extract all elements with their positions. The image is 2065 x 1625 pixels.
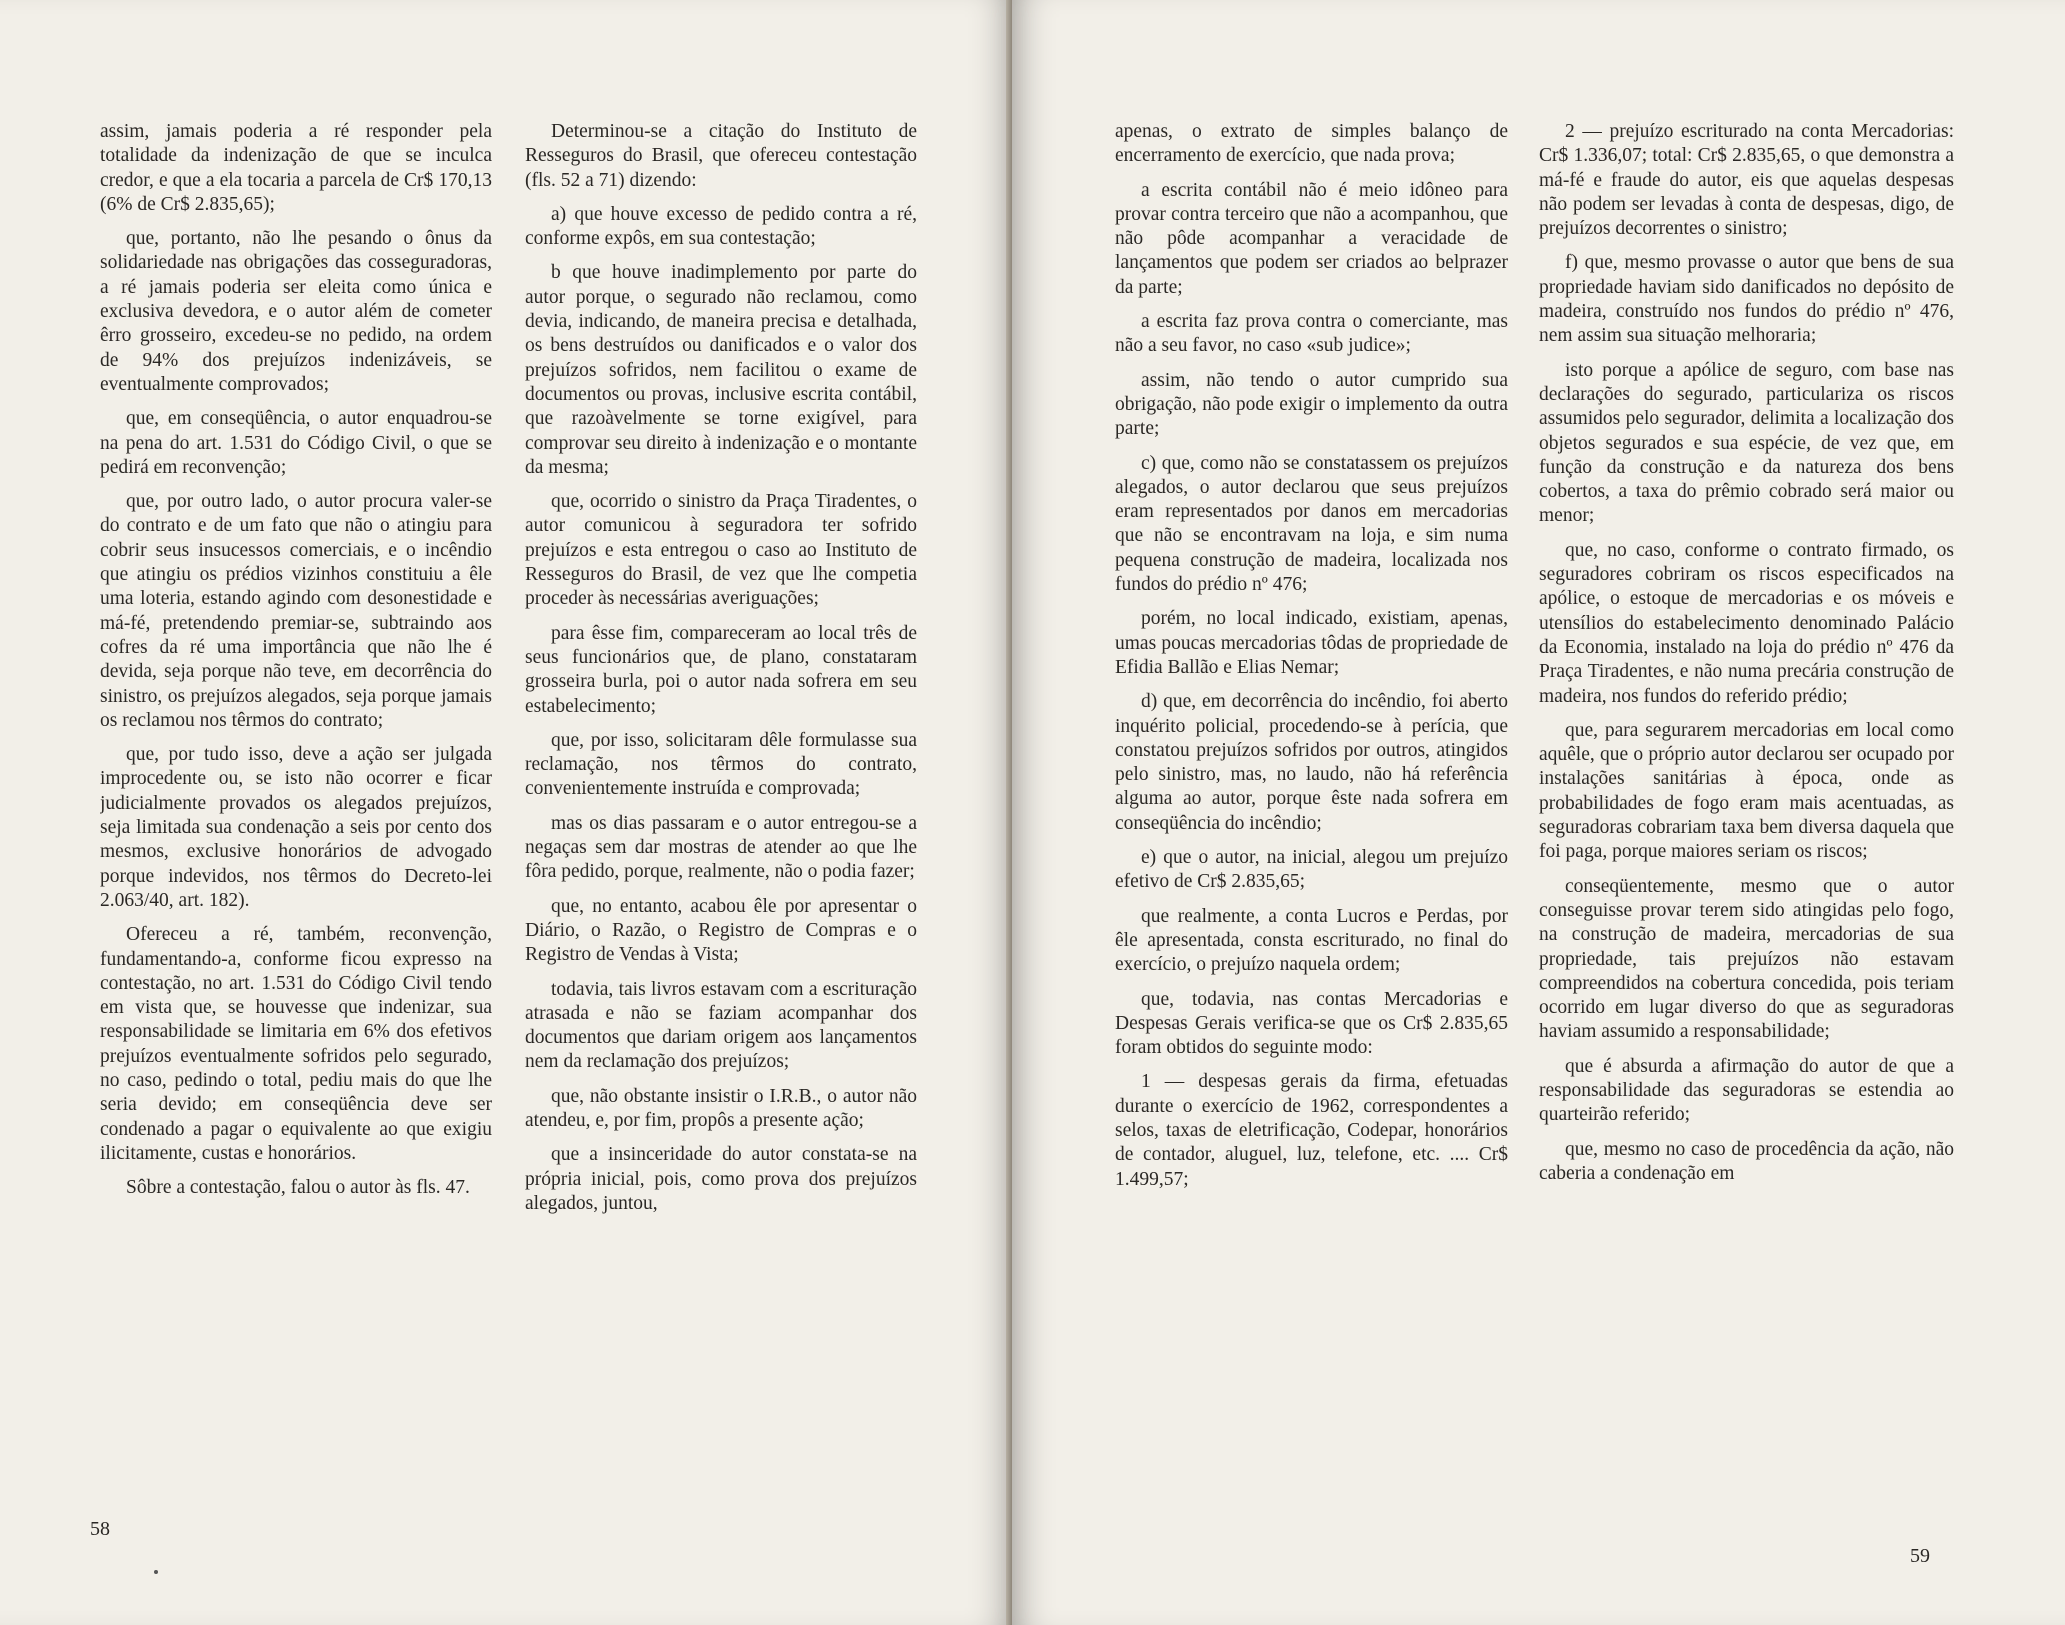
paragraph: todavia, tais livros estavam com a escrituração atrasada e não se faziam acompanhar dos documentos que dariam origem aos lançamentos nem da reclamação dos prejuízos; bbox=[525, 978, 917, 1073]
paragraph: Determinou-se a citação do Instituto de Resseguros do Brasil, que ofereceu contestação (fls. 52 a 71) dizendo: bbox=[525, 121, 917, 191]
paragraph: que é absurda a afirmação do autor de que a responsabilidade das seguradoras se estendia ao quarteirão referido; bbox=[1539, 1055, 1954, 1126]
paragraph: isto porque a apólice de seguro, com base nas declarações do segurado, particulariza os riscos assumidos pelo segurador, delimita a localização dos objetos segurados e sua espécie, de vez que, em função da construção e da natureza dos bens cobertos, a taxa do prêmio cobrado será maior ou menor; bbox=[1539, 359, 1954, 527]
right-column-2 bbox=[1539, 120, 1954, 1520]
paragraph: que, em conseqüência, o autor enquadrou-se na pena do art. 1.531 do Código Civil, o que se pedirá em reconvenção; bbox=[100, 408, 492, 478]
ink-dot bbox=[154, 1570, 158, 1574]
paragraph: que, no entanto, acabou êle por apresentar o Diário, o Razão, o Registro de Compras e o Registro de Vendas à Vista; bbox=[525, 895, 917, 966]
left-column-2 bbox=[525, 120, 917, 1520]
paragraph: a escrita faz prova contra o comerciante, mas não a seu favor, no caso «sub judice»; bbox=[1115, 311, 1508, 357]
paragraph: b que houve inadimplemento por parte do autor porque, o segurado não reclamou, como devia, indicando, de maneira precisa e detalhada, os bens destruídos ou danificados e o valor dos prejuízos sofridos, nem facilitou o exame de documentos ou provas, inclusive escrita contábil, que razoàvelmente se torne exigível, para comprovar seu direito à indenização e o montante da mesma; bbox=[525, 262, 917, 478]
paragraph: apenas, o extrato de simples balanço de encerramento de exercício, que nada prova; bbox=[1115, 121, 1508, 167]
paragraph: 2 — prejuízo escriturado na conta Mercadorias: Cr$ 1.336,07; total: Cr$ 2.835,65, o que demonstra a má-fé e fraude do autor, eis que aquelas despesas não podem ser levadas à conta de despesas, digo, de prejuízos decorrentes o sinistro; bbox=[1539, 121, 1954, 240]
paragraph: que, portanto, não lhe pesando o ônus da solidariedade nas obrigações das cosseguradoras, a ré jamais poderia ser eleita como única e exclusiva devedora, e o autor além de cometer êrro grosseiro, excedeu-se no pedido, na ordem de 94% dos prejuízos indenizáveis, se eventualmente comprovados; bbox=[100, 228, 492, 395]
paragraph: Ofereceu a ré, também, reconvenção, fundamentando-a, conforme ficou expresso na contestação, no art. 1.531 do Código Civil tendo em vista que, se houvesse que indenizar, sua responsabilidade se limitaria em 6% dos efetivos prejuízos eventualmente sofridos pelo segurado, no caso, pedindo o total, pediu mais do que lhe seria devido; em conseqüência deve ser condenado a pagar o equivalente ao que exigiu ilicitamente, custas e honorários. bbox=[100, 924, 492, 1164]
page-number-right: 59 bbox=[1910, 1545, 1930, 1567]
paragraph: que, por outro lado, o autor procura valer-se do contrato e de um fato que não o atingiu para cobrir seus insucessos comerciais, e o incêndio que atingiu os prédios vizinhos constituiu a êle uma loteria, estando agindo com desonestidade e má-fé, pretendendo premiar-se, subtraindo aos cofres da ré uma importância que não lhe é devida, seja porque não teve, em decorrência do sinistro, os prejuízos alegados, seja porque jamais os reclamou nos têrmos do contrato; bbox=[100, 491, 492, 731]
paragraph: assim, jamais poderia a ré responder pela totalidade da indenização de que se inculca credor, e que a ela tocaria a parcela de Cr$ 170,13 (6% de Cr$ 2.835,65); bbox=[100, 121, 492, 215]
paragraph: e) que o autor, na inicial, alegou um prejuízo efetivo de Cr$ 2.835,65; bbox=[1115, 847, 1508, 893]
paragraph: que, no caso, conforme o contrato firmado, os seguradores cobriram os riscos especificados na apólice, o estoque de mercadorias e os móveis e utensílios do estabelecimento denominado Palácio da Economia, instalado na loja do prédio nº 476 da Praça Tiradentes, e não numa precária construção de madeira, nos fundos do referido prédio; bbox=[1539, 539, 1954, 707]
left-column-1 bbox=[100, 120, 492, 1520]
paragraph: que, para segurarem mercadorias em local como aquêle, que o próprio autor declarou ser ocupado por instalações sanitárias à época, onde as probabilidades de fogo eram mais acentuadas, as seguradoras cobrariam taxa bem diversa daquela que foi paga, porque maiores seriam os riscos; bbox=[1539, 719, 1954, 863]
paragraph: conseqüentemente, mesmo que o autor conseguisse provar terem sido atingidas pelo fogo, na construção de madeira, mercadorias de sua propriedade, tais prejuízos não estavam compreendidos na cobertura concedida, pois teriam ocorrido em lugar diverso do que as seguradoras haviam assumido a responsabilidade; bbox=[1539, 875, 1954, 1043]
paragraph: para êsse fim, compareceram ao local três de seus funcionários que, de plano, constataram grosseira burla, poi o autor nada sofrera em seu estabelecimento; bbox=[525, 622, 917, 717]
paragraph: que, não obstante insistir o I.R.B., o autor não atendeu, e, por fim, propôs a presente ação; bbox=[525, 1085, 917, 1131]
paragraph: d) que, em decorrência do incêndio, foi aberto inquérito policial, procedendo-se à perícia, que constatou prejuízos sofridos por outros, atingidos pelo sinistro, mas, no laudo, não há referência alguma ao autor, porque êste nada sofrera em conseqüência do incêndio; bbox=[1115, 691, 1508, 834]
paragraph: que, mesmo no caso de procedência da ação, não caberia a condenação em bbox=[1539, 1138, 1954, 1184]
paragraph: mas os dias passaram e o autor entregou-se a negaças sem dar mostras de atender ao que lhe fôra pedido, porque, realmente, não o podia fazer; bbox=[525, 812, 917, 883]
paragraph: porém, no local indicado, existiam, apenas, umas poucas mercadorias tôdas de propriedade de Efidia Ballão e Elias Nemar; bbox=[1115, 608, 1508, 678]
paragraph: que, todavia, nas contas Mercadorias e Despesas Gerais verifica-se que os Cr$ 2.835,65 foram obtidos do seguinte modo: bbox=[1115, 988, 1508, 1059]
paragraph: f) que, mesmo provasse o autor que bens de sua propriedade haviam sido danificados no depósito de madeira, construído nos fundos do prédio nº 476, nem assim sua situação melhoraria; bbox=[1539, 252, 1954, 347]
paragraph: a) que houve excesso de pedido contra a ré, conforme expôs, em sua contestação; bbox=[525, 203, 917, 250]
paragraph: que a insinceridade do autor constata-se na própria inicial, pois, como prova dos prejuízos alegados, juntou, bbox=[525, 1144, 917, 1214]
right-page bbox=[1012, 0, 2065, 1625]
right-column-1 bbox=[1115, 120, 1508, 1520]
left-page bbox=[0, 0, 1012, 1625]
paragraph: assim, não tendo o autor cumprido sua obrigação, não pode exigir o implemento da outra parte; bbox=[1115, 369, 1508, 440]
paragraph: que, por isso, solicitaram dêle formulasse sua reclamação, nos têrmos do contrato, convenientemente instruída e comprovada; bbox=[525, 729, 917, 800]
paragraph: Sôbre a contestação, falou o autor às fls. 47. bbox=[126, 1177, 470, 1199]
paragraph: 1 — despesas gerais da firma, efetuadas durante o exercício de 1962, correspondentes a selos, taxas de eletrificação, Codepar, honorários de contador, aluguel, luz, telefone, etc. .... Cr$ 1.499,57; bbox=[1115, 1071, 1508, 1190]
page-number-left: 58 bbox=[90, 1518, 110, 1540]
paragraph: que realmente, a conta Lucros e Perdas, por êle apresentada, consta escriturado, no final do exercício, o prejuízo naquela ordem; bbox=[1115, 905, 1508, 976]
paragraph: que, por tudo isso, deve a ação ser julgada improcedente ou, se isto não ocorrer e ficar judicialmente provados os alegados prejuízos, seja limitada sua condenação a seis por cento dos mesmos, exclusive honorários de advogado porque indevidos, nos têrmos do Decreto-lei 2.063/40, art. 182). bbox=[100, 744, 492, 911]
paragraph: que, ocorrido o sinistro da Praça Tiradentes, o autor comunicou à seguradora ter sofrido prejuízos e esta entregou o caso ao Instituto de Resseguros do Brasil, de vez que lhe competia proceder às necessárias averiguações; bbox=[525, 491, 917, 610]
paragraph: a escrita contábil não é meio idôneo para provar contra terceiro que não a acompanhou, que não pôde acompanhar a veracidade de lançamentos que podem ser criados ao belprazer da parte; bbox=[1115, 179, 1508, 298]
paragraph: c) que, como não se constatassem os prejuízos alegados, o autor declarou que seus prejuízos eram representados por danos em mercadorias que não se encontravam na loja, e sim numa pequena construção de madeira, localizada nos fundos do prédio nº 476; bbox=[1115, 452, 1508, 596]
